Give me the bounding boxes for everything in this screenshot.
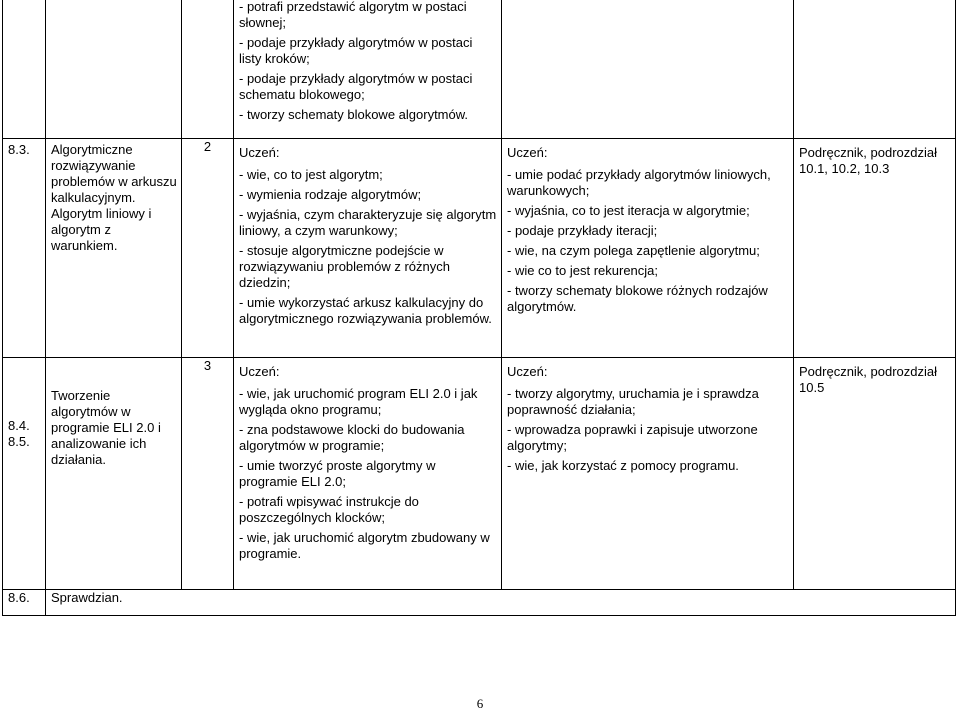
table-row xyxy=(3,139,956,358)
page-number: 6 xyxy=(476,696,484,711)
textbook-reference: Podręcznik, podrozdział 10.1, 10.2, 10.3 xyxy=(799,145,938,176)
lesson-number: 8.6. xyxy=(8,590,30,605)
extended-requirements-cell xyxy=(502,139,794,358)
requirement-item: - umie tworzyć proste algorytmy w programie ELI 2.0; xyxy=(239,458,436,489)
table-row xyxy=(3,0,956,139)
requirement-item: - wyjaśnia, czym charakteryzuje się algorytm liniowy, a czym warunkowy; xyxy=(239,207,497,238)
basic-requirements-cell xyxy=(234,358,502,590)
requirements-heading: Uczeń: xyxy=(507,364,548,379)
lesson-topic: Tworzenie algorytmów w programie ELI 2.0 i analizowanie ich działania. xyxy=(51,388,161,467)
requirement-item: - wie, jak uruchomić program ELI 2.0 i jak wygląda okno programu; xyxy=(239,386,478,417)
requirement-item: - podaje przykłady algorytmów w postaci listy kroków; xyxy=(239,35,473,66)
curriculum-table xyxy=(2,0,956,616)
requirement-item: - wymienia rodzaje algorytmów; xyxy=(239,187,422,202)
topic-cell xyxy=(46,358,182,590)
requirement-item: - podaje przykłady iteracji; xyxy=(507,223,658,238)
requirement-item: - umie podać przykłady algorytmów liniowych, warunkowych; xyxy=(507,167,771,198)
hours-cell xyxy=(182,0,234,139)
lesson-topic: Sprawdzian. xyxy=(51,590,123,605)
requirement-item: - potrafi wpisywać instrukcje do poszczególnych klocków; xyxy=(239,494,419,525)
extended-requirements-cell xyxy=(502,0,794,139)
requirement-item: - tworzy algorytmy, uruchamia je i sprawdza poprawność działania; xyxy=(507,386,759,417)
requirement-item: - potrafi przedstawić algorytm w postaci słownej; xyxy=(239,0,467,30)
lesson-hours: 2 xyxy=(203,139,212,154)
number-cell xyxy=(3,0,46,139)
extended-requirements-cell xyxy=(502,358,794,590)
requirement-item: - tworzy schematy blokowe różnych rodzajów algorytmów. xyxy=(507,283,768,314)
number-cell xyxy=(3,358,46,590)
requirement-item: - wyjaśnia, co to jest iteracja w algorytmie; xyxy=(507,203,750,218)
lesson-number: 8.4. 8.5. xyxy=(8,418,30,449)
table-row xyxy=(3,358,956,590)
requirement-item: - podaje przykłady algorytmów w postaci schematu blokowego; xyxy=(239,71,473,102)
requirement-item: - wie, co to jest algorytm; xyxy=(239,167,383,182)
topic-cell xyxy=(46,590,956,616)
requirement-item: - wie co to jest rekurencja; xyxy=(507,263,659,278)
topic-cell xyxy=(46,0,182,139)
topic-cell xyxy=(46,139,182,358)
requirements-heading: Uczeń: xyxy=(239,145,280,160)
hours-cell xyxy=(182,358,234,590)
requirement-item: - zna podstawowe klocki do budowania algorytmów w programie; xyxy=(239,422,465,453)
number-cell xyxy=(3,139,46,358)
hours-cell xyxy=(182,139,234,358)
requirement-item: - tworzy schematy blokowe algorytmów. xyxy=(239,107,469,122)
basic-requirements-cell xyxy=(234,139,502,358)
reference-cell xyxy=(794,139,956,358)
reference-cell xyxy=(794,0,956,139)
lesson-number: 8.3. xyxy=(8,142,30,157)
requirement-item: - umie wykorzystać arkusz kalkulacyjny do algorytmicznego rozwiązywania problemów. xyxy=(239,295,492,326)
lesson-topic: Algorytmiczne rozwiązywanie problemów w arkuszu kalkulacyjnym. Algorytm liniowy i algorytm z warunkiem. xyxy=(51,142,177,253)
textbook-reference: Podręcznik, podrozdział 10.5 xyxy=(799,364,938,395)
requirement-item: - wie, na czym polega zapętlenie algorytmu; xyxy=(507,243,760,258)
requirement-item: - wie, jak uruchomić algorytm zbudowany w programie. xyxy=(239,530,490,561)
requirements-heading: Uczeń: xyxy=(239,364,280,379)
number-cell xyxy=(3,590,46,616)
requirement-item: - wie, jak korzystać z pomocy programu. xyxy=(507,458,739,473)
requirements-heading: Uczeń: xyxy=(507,145,548,160)
lesson-hours: 3 xyxy=(203,358,212,373)
reference-cell xyxy=(794,358,956,590)
requirement-item: - wprowadza poprawki i zapisuje utworzone algorytmy; xyxy=(507,422,758,453)
table-row xyxy=(3,590,956,616)
basic-requirements-cell xyxy=(234,0,502,139)
requirement-item: - stosuje algorytmiczne podejście w rozwiązywaniu problemów z różnych dziedzin; xyxy=(239,243,450,290)
